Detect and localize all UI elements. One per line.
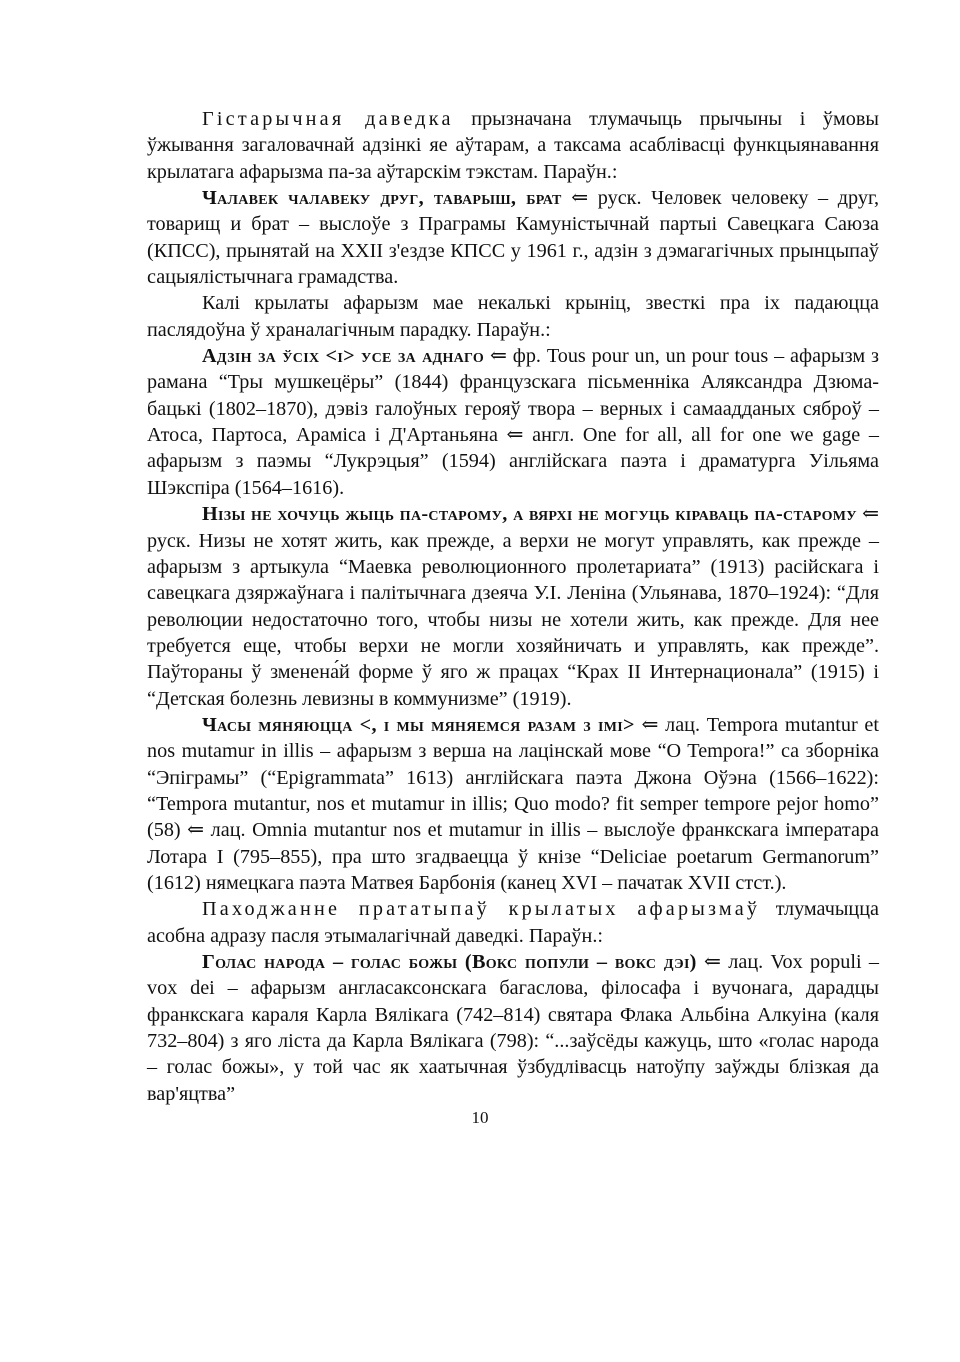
paragraph-text: ⇐ руск. Низы не хотят жить, как прежде, а верхи не могут управлять, как прежде – афарызм з артыкула “Маевка революционного пролетариата” (1913) расійскага і савецкага дзяржаўнага і палітычнага дзеяча У.І. Леніна (Ульянава, 1870–1924): “Для революции недостаточно того, чтобы низы не хотели жить, как прежде. Для нее требуется еще, чтобы верхи не могли хозяйничать и управлять, как прежде”. Паўтораны ў зменена́й форме ў яго ж працах “Крах II Интернационала” (1915) і “Детская болезнь левизны в коммунизме” (1919). [147, 503, 880, 710]
paragraph-text: ⇐ лац. Vox populi – vox dei – афарызм англасаксонскага багаслова, філосафа і вучонага, дарадцы франкскага караля Карла Вялікага (742–814) святара Флака Альбіна Алкуіна (каля 732–804) з яго ліста да Карла Вялікага (798): “...заўсёды кажуць, што «голас народа – голас божы», у той час як хаатычная ўзбудлівасць натоўпу заўжды блізкая да вар'яцтва” [147, 951, 879, 1105]
paragraph [147, 185, 879, 290]
paragraph-text: Калі крылаты афарызм мае некалькі крыніц, звесткі пра іх падаюцца паслядоўна ў храналагічным парадку. Параўн.: [147, 292, 879, 341]
paragraph-text: тлумачыцца асобна адразу пасля этымалагічнай даведкі. Параўн.: [147, 898, 879, 947]
paragraph [147, 501, 879, 712]
page-body [147, 106, 879, 1107]
paragraph [147, 106, 879, 185]
paragraph-text: прызначана тлумачыць прычыны і ўмовы ўжывання загаловачнай адзінкі яе аўтарам, а таксама асаблівасці функцыянавання крылатага афарызма па-за аўтарскім тэкстам. Параўн.: [147, 108, 879, 183]
paragraph-text: ⇐ руск. Человек человеку – друг, товарищ и брат – выслоўе з Праграмы Камуністычнай партыі Савецкага Саюза (КПСС), прынятай на XXII з'ездзе КПСС у 1961 г., адзін з дэмагагічных прынцыпаў сацыялістычнага грамадства. [147, 187, 880, 289]
paragraph [147, 712, 879, 896]
page-number: 10 [471, 1108, 489, 1127]
spaced-term: Паходжанне прататыпаў крылатых афарызмаў [202, 898, 761, 921]
entry-headword: Часы мяняюцца <, і мы мяняемся разам з імі> [202, 713, 635, 736]
paragraph [147, 949, 879, 1107]
paragraph-text: ⇐ фр. Tous pour un, un pour tous – афарызм з рамана “Тры мушкецёры” (1844) французскага пісьменніка Аляксандра Дзюма-бацькі (1802–1870), дэвіз галоўных герояў твора – верных і самаадданых сяброў – Атоса, Партоса, Араміса і Д'Артаньяна ⇐ англ. One for all, all for one we gage – афарызм з паэмы “Лукрэцыя” (1594) англійскага паэта і драматурга Уільяма Шэкспіра (1564–1616). [147, 345, 879, 499]
spaced-term: Гістарычная даведка [202, 108, 454, 130]
entry-headword: Чалавек чалавеку друг, таварыш, брат [202, 187, 562, 210]
paragraph [147, 343, 879, 501]
entry-headword: Адзін за ўсіх <і> усе за аднаго [202, 345, 485, 368]
paragraph [147, 290, 879, 343]
entry-headword: Голас народа – голас божы (Вокс попули – вокс дэі) [202, 951, 697, 973]
paragraph-text: ⇐ лац. Tempora mutantur et nos mutamur in illis – афарызм з верша на лацінскай мове “O Tempora!” са зборніка “Эпіграмы” (“Epigrammata” 1613) англійскага паэта Джона Оўэна (1566–1622): “Tempora mutantur, nos et mutamur in illis; Quo modo? fit semper tempore pejor homo” (58) ⇐ лац. Omnia mutantur nos et mutamur in illis – выслоўе франкскага імператара Лотара I (795–855), пра што згадваецца ў кнізе “Deliciae poetarum Germanorum” (1612) нямецкага паэта Матвея Барбонія (канец XVI – пачатак XVII стст.). [147, 713, 879, 894]
paragraph [147, 896, 879, 949]
entry-headword: Нізы не хочуць жыць па-старому, а вярхі не могуць кіраваць па-старому [202, 503, 857, 526]
